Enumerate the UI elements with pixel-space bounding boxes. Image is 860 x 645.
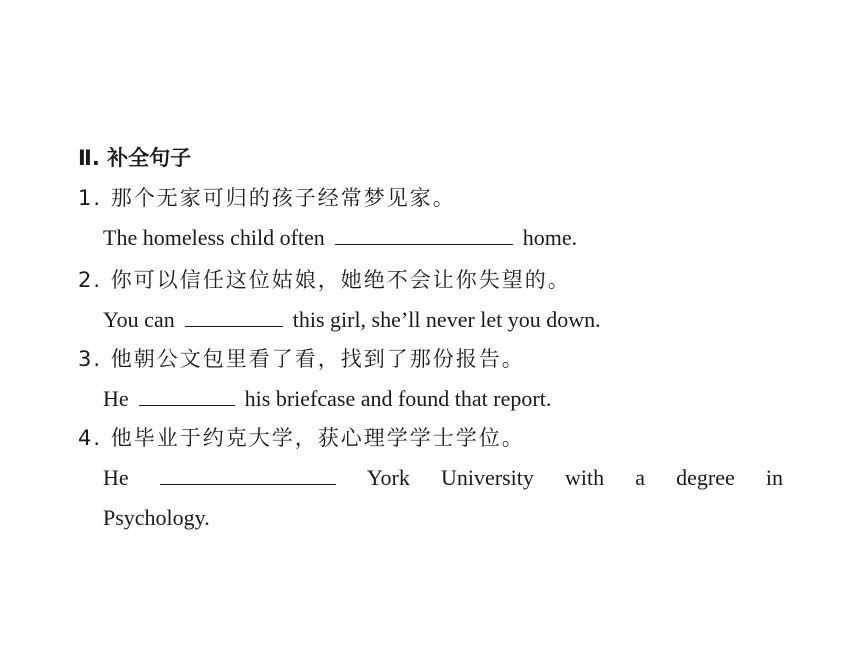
item-4-english	[103, 464, 783, 492]
item-4-word-in: in	[765, 465, 783, 490]
item-1-text-before: The homeless child often	[103, 225, 325, 250]
item-2-english	[103, 306, 601, 334]
item-4-blank[interactable]	[160, 464, 336, 485]
item-4-word-degree: degree	[676, 465, 735, 490]
item-3-text-before: He	[103, 386, 129, 411]
item-4-word-with: with	[565, 465, 605, 490]
item-1-blank[interactable]	[335, 224, 513, 245]
item-4-english-line2: Psychology.	[103, 505, 210, 530]
item-3-chinese: 3. 他朝公文包里看了看，找到了那份报告。	[78, 347, 525, 371]
item-2-text-before: You can	[103, 307, 175, 332]
item-1-chinese: 1. 那个无家可归的孩子经常梦见家。	[78, 186, 456, 210]
item-4-chinese: 4. 他毕业于约克大学，获心理学学士学位。	[78, 426, 525, 450]
item-2-blank[interactable]	[185, 306, 283, 327]
item-4-word-he: He	[103, 465, 129, 490]
item-4-word-a: a	[635, 465, 645, 490]
item-3-text-after: his briefcase and found that report.	[244, 386, 552, 411]
item-3-blank[interactable]	[139, 385, 235, 406]
item-4-word-york: York	[366, 465, 410, 490]
item-2-text-after: this girl, she’ll never let you down.	[292, 307, 601, 332]
item-2-chinese: 2. 你可以信任这位姑娘，她绝不会让你失望的。	[78, 268, 571, 292]
item-4-word-university: University	[441, 465, 534, 490]
item-1-english	[103, 224, 577, 252]
item-3-english	[103, 385, 551, 413]
item-1-text-after: home.	[522, 225, 578, 250]
section-title: Ⅱ. 补全句子	[78, 146, 192, 170]
